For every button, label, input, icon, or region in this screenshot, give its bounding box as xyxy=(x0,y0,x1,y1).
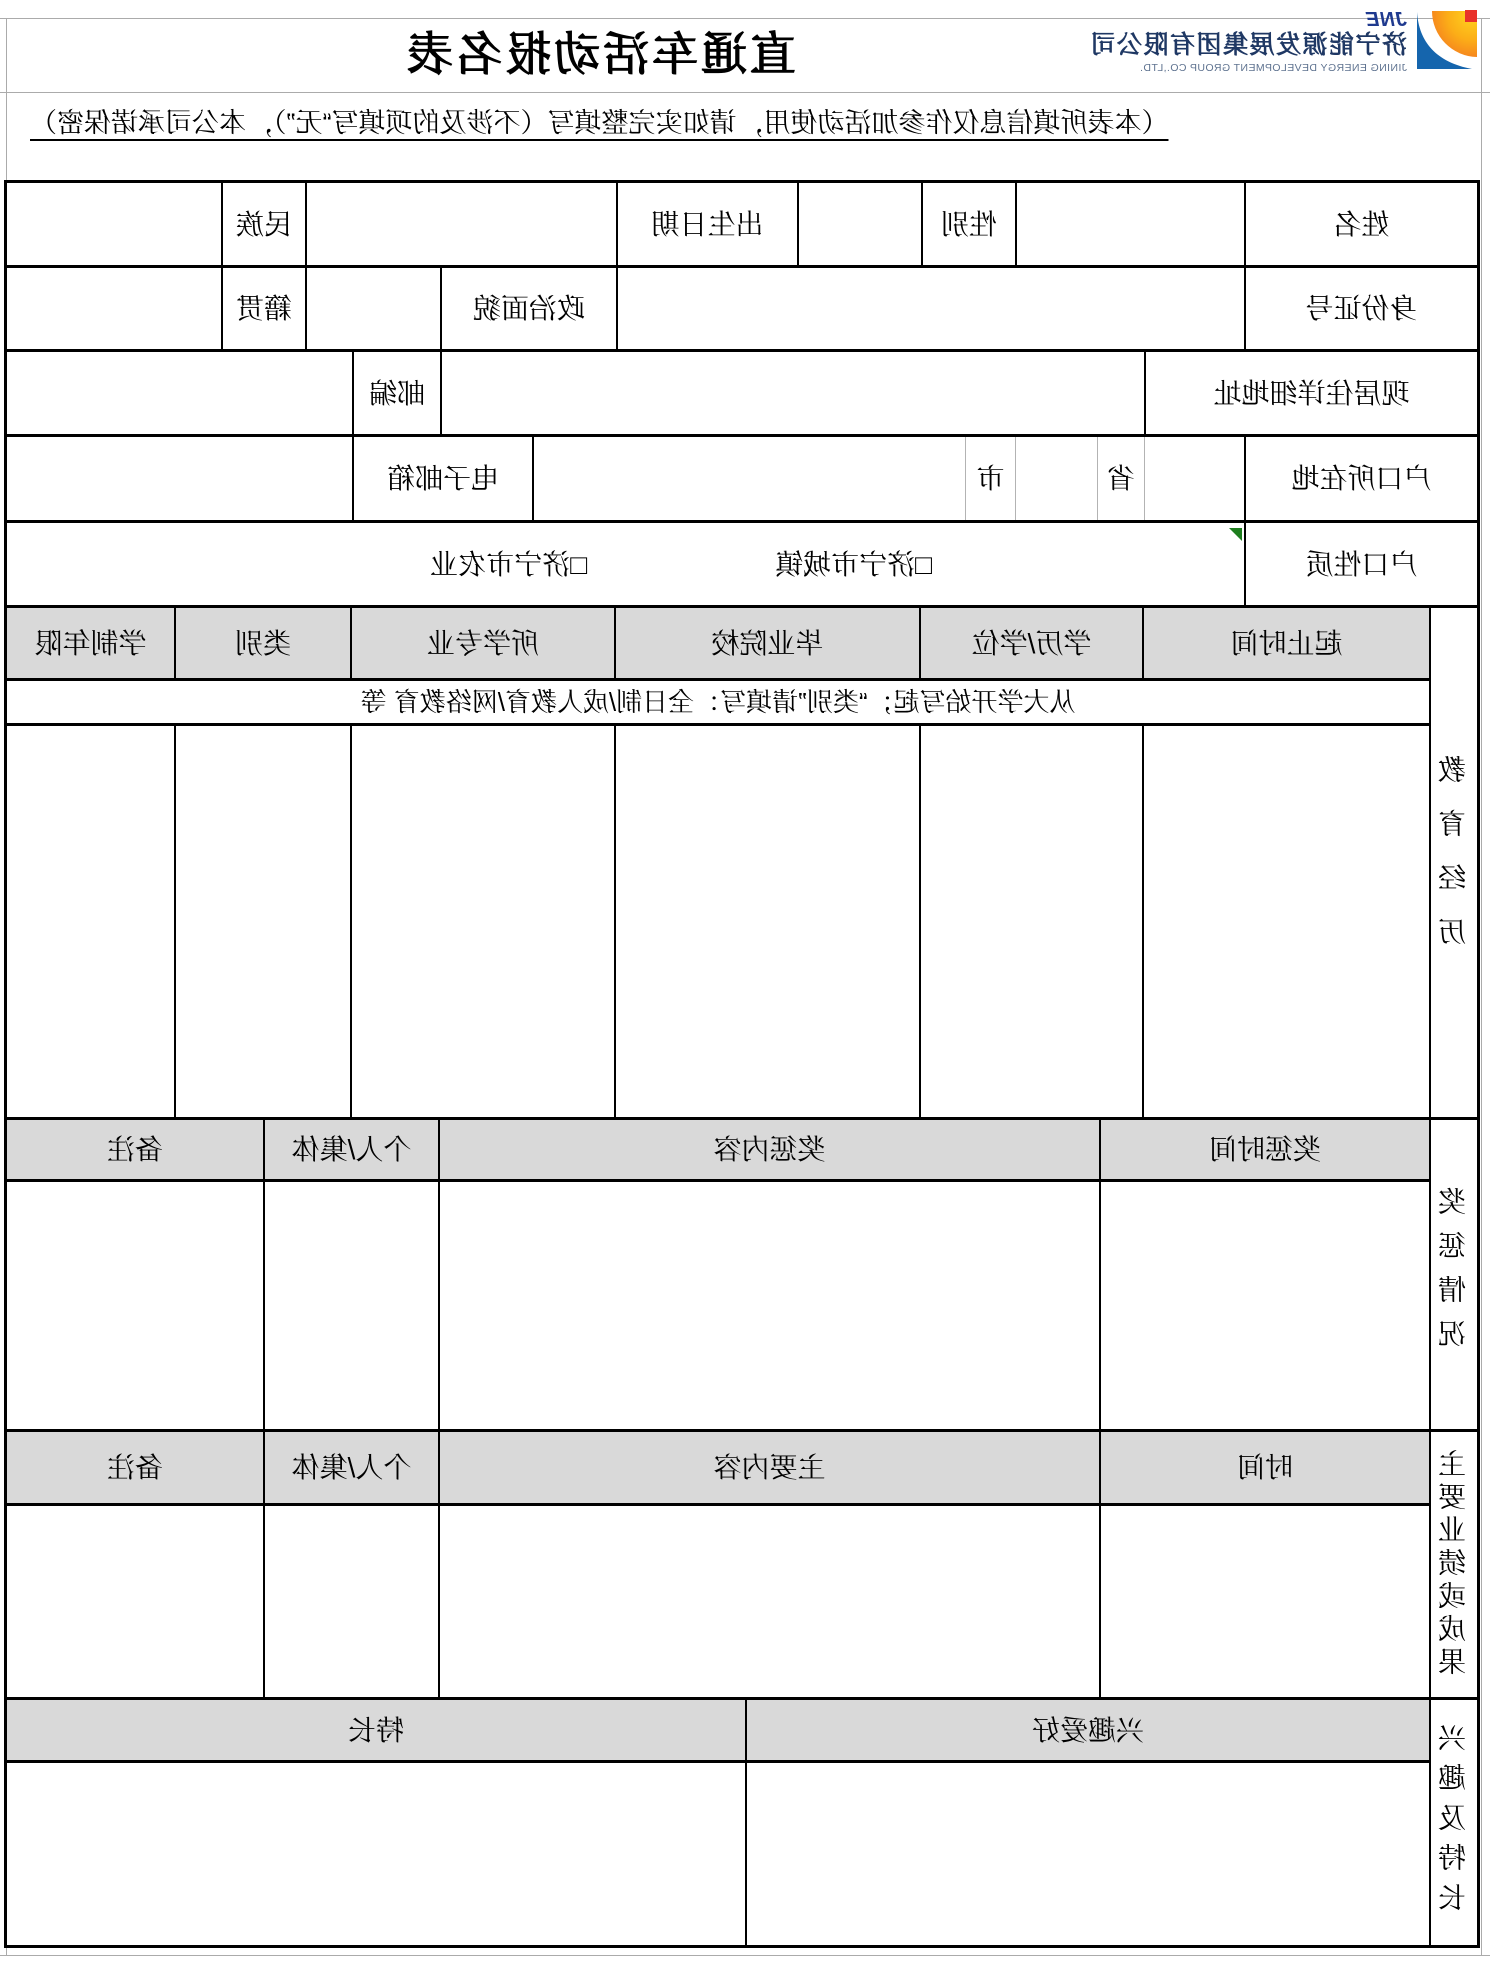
awards-section-label: 奖惩情况 xyxy=(1429,1120,1477,1429)
gender-value-cell[interactable] xyxy=(797,183,921,265)
form-table xyxy=(4,180,1480,1948)
company-logo xyxy=(1089,10,1478,74)
education-section-main xyxy=(7,608,1429,1117)
achievements-col-scope: 个人/集体 xyxy=(263,1432,438,1503)
company-logo-text xyxy=(1089,10,1407,74)
interests-col-specialty: 特长 xyxy=(7,1700,745,1760)
section-interests xyxy=(7,1700,1477,1945)
birth-date-value-cell[interactable] xyxy=(305,183,616,265)
awards-col-remark: 备注 xyxy=(7,1120,263,1179)
education-body-row xyxy=(7,726,1429,1117)
row-basic-1 xyxy=(7,183,1477,268)
section-achievements xyxy=(7,1432,1477,1700)
hukou-city-value-cell[interactable] xyxy=(1015,437,1097,520)
hukou-type-option-urban[interactable]: □济宁市城镇 xyxy=(775,548,932,580)
awards-header-row xyxy=(7,1120,1429,1182)
education-col-period: 起止时间 xyxy=(1142,608,1429,678)
page-title: 直通车活动报名表 xyxy=(404,28,796,80)
education-major-cell[interactable] xyxy=(350,726,614,1117)
interests-body-row xyxy=(7,1763,1429,1945)
education-duration-cell[interactable] xyxy=(7,726,174,1117)
interests-hobby-cell[interactable] xyxy=(745,1763,1429,1945)
awards-time-cell[interactable] xyxy=(1099,1182,1429,1429)
achievements-section-label: 主要业绩或成果 xyxy=(1429,1432,1477,1697)
birth-date-label: 出生日期 xyxy=(616,183,797,265)
achievements-header-row xyxy=(7,1432,1429,1506)
company-name-cn: 济宁能源发展集团有限公司 xyxy=(1088,31,1407,59)
row-basic-2 xyxy=(7,268,1477,352)
native-place-value-cell[interactable] xyxy=(7,268,221,349)
education-col-degree: 学历/学位 xyxy=(919,608,1142,678)
postcode-label: 邮编 xyxy=(352,352,440,434)
education-note: 从大学开始写起；“类别”请填写：全日制/成人教育/网络教育 等 xyxy=(360,686,1076,717)
native-place-label: 籍贯 xyxy=(221,268,305,349)
achievements-time-cell[interactable] xyxy=(1099,1506,1429,1697)
page-gridline-bottom xyxy=(0,1955,1490,1956)
achievements-col-time: 时间 xyxy=(1099,1432,1429,1503)
education-degree-cell[interactable] xyxy=(919,726,1142,1117)
postcode-value-cell[interactable] xyxy=(7,352,352,434)
education-col-type: 类别 xyxy=(174,608,350,678)
gender-label: 性别 xyxy=(921,183,1015,265)
achievements-scope-cell[interactable] xyxy=(263,1506,438,1697)
awards-body-row xyxy=(7,1182,1429,1429)
city-label: 市 xyxy=(965,437,1015,520)
interests-section-label: 兴趣及特长 xyxy=(1429,1700,1477,1945)
email-label: 电子邮箱 xyxy=(352,437,532,520)
awards-col-scope: 个人/集体 xyxy=(263,1120,438,1179)
hukou-type-value-cell xyxy=(7,523,1244,605)
interests-specialty-cell[interactable] xyxy=(7,1763,745,1945)
achievements-remark-cell[interactable] xyxy=(7,1506,263,1697)
awards-remark-cell[interactable] xyxy=(7,1182,263,1429)
interests-section-main xyxy=(7,1700,1429,1945)
hukou-type-label: 户口性质 xyxy=(1244,523,1477,605)
education-note-row xyxy=(7,681,1429,726)
political-status-label: 政治面貌 xyxy=(440,268,616,349)
achievements-section-main xyxy=(7,1432,1429,1697)
name-label: 姓名 xyxy=(1244,183,1477,265)
row-basic-5 xyxy=(7,523,1477,608)
education-col-duration: 学制年限 xyxy=(7,608,174,678)
page-gridline-left xyxy=(1481,18,1482,1956)
education-header-row xyxy=(7,608,1429,681)
ethnicity-value-cell[interactable] xyxy=(7,183,221,265)
hukou-province-value-cell[interactable] xyxy=(1144,437,1244,520)
company-logo-mark xyxy=(1416,10,1478,70)
achievements-col-remark: 备注 xyxy=(7,1432,263,1503)
awards-col-content: 奖惩内容 xyxy=(438,1120,1099,1179)
interests-col-hobby: 兴趣爱好 xyxy=(745,1700,1429,1760)
address-label: 现居住详细地址 xyxy=(1144,352,1477,434)
education-col-major: 所学专业 xyxy=(350,608,614,678)
company-name-en: JINING ENERGY DEVELOPMENT GROUP CO.,LTD. xyxy=(1139,61,1407,74)
education-type-cell[interactable] xyxy=(174,726,350,1117)
name-value-cell[interactable] xyxy=(1015,183,1244,265)
logo-acronym: JNE xyxy=(1365,9,1407,31)
id-number-value-cell[interactable] xyxy=(616,268,1244,349)
section-education xyxy=(7,608,1477,1120)
cell-corner-flag-icon xyxy=(1229,528,1242,541)
email-value-cell[interactable] xyxy=(7,437,352,520)
achievements-content-cell[interactable] xyxy=(438,1506,1099,1697)
row-basic-3 xyxy=(7,352,1477,437)
awards-section-main xyxy=(7,1120,1429,1429)
education-period-cell[interactable] xyxy=(1142,726,1429,1117)
awards-content-cell[interactable] xyxy=(438,1182,1099,1429)
education-section-label: 教育经历 xyxy=(1429,608,1477,1117)
awards-scope-cell[interactable] xyxy=(263,1182,438,1429)
logo-red-square xyxy=(1465,10,1477,22)
hukou-district-value-cell[interactable] xyxy=(532,437,965,520)
awards-col-time: 奖惩时间 xyxy=(1099,1120,1429,1179)
hukou-type-option-rural[interactable]: □济宁市农业 xyxy=(430,548,588,580)
id-number-label: 身份证号 xyxy=(1244,268,1477,349)
section-awards xyxy=(7,1120,1477,1432)
hukou-location-label: 户口所在地 xyxy=(1244,437,1477,520)
ethnicity-label: 民族 xyxy=(221,183,305,265)
page-subtitle: （本表所填信息仅作参加活动使用，请如实完整填写（不涉及的项填写“无”），本公司承诺保密） xyxy=(30,108,1169,138)
province-label: 省 xyxy=(1097,437,1144,520)
education-school-cell[interactable] xyxy=(614,726,919,1117)
political-status-value-cell[interactable] xyxy=(305,268,440,349)
interests-header-row xyxy=(7,1700,1429,1763)
page-gridline-header xyxy=(0,92,1490,93)
achievements-col-content: 主要内容 xyxy=(438,1432,1099,1503)
achievements-body-row xyxy=(7,1506,1429,1697)
address-value-cell[interactable] xyxy=(440,352,1144,434)
education-col-school: 毕业院校 xyxy=(614,608,919,678)
row-basic-4 xyxy=(7,437,1477,523)
